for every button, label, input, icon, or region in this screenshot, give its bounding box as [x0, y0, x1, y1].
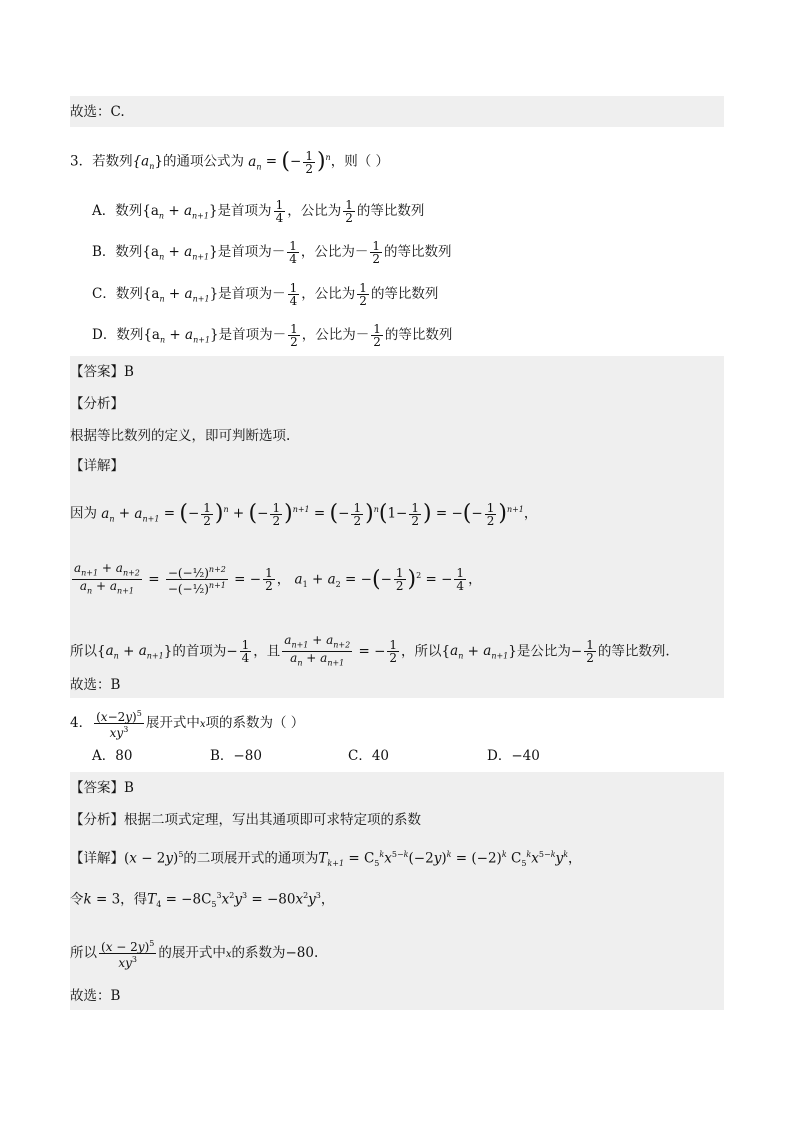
q3-option-d: D．数列$\{a_n + a_{n+1}\}$是首项为－ $\frac{1}{2}$ ，公比为－ $\frac{1}{2}$ 的等比数列 [92, 322, 453, 349]
q3-analysis-text: 根据等比数列的定义，即可判断选项. [70, 428, 291, 444]
q3-detail-line3: 所以$\{a_n + a_{n+1}\}$的首项为− $\frac{1}{4}$ ，且 $\frac{a_{n+1} + a_{n+2}}{a_n + a_{n+1}}$ = − $\frac{1}{2}$ ，所以$\{a_n + a_{n+1}\}$是公比为− $\frac{1}{2}$ 的等比数列. [70, 633, 670, 668]
q3-analysis-label: 【分析】 [70, 396, 124, 412]
prev-conclusion-block [70, 96, 724, 127]
q4-option-d: D．−40 [487, 748, 540, 764]
q4-detail-line1: 【详解】$(x - 2y)^5$的二项展开式的通项为$T_{k+1} = C_5^kx^{5-k}(-2y)^k = (-2)^k$ $C_5^kx^{5-k}y^k$， [70, 850, 582, 869]
q4-analysis: 【分析】根据二项式定理，写出其通项即可求特定项的系数 [70, 812, 421, 828]
prev-conclusion: 故选：C. [70, 104, 125, 120]
q4-stem: 4． $\frac{(x-2y)^5}{xy^3}$ 展开式中x项的系数为（ ） [70, 709, 305, 740]
q3-detail-line2: $\frac{a_{n+1} + a_{n+2}}{a_n + a_{n+1}}$ = $\frac{-(-\frac{1}{2})^{n+2}}{-(-\frac{1}{2})^{n+1}}$ = − $\frac{1}{2}$ ， $a_1 + a_2$ = −(− $\frac{1}{2}$ )$^2$ = − $\frac{1}{4}$ ， [74, 561, 482, 597]
q4-option-a: A．80 [92, 748, 133, 764]
q3-detail-label: 【详解】 [70, 458, 124, 474]
q3-option-a: A．数列$\{a_n + a_{n+1}\}$是首项为 $\frac{1}{4}$ ，公比为 $\frac{1}{2}$ 的等比数列 [92, 198, 425, 225]
q3-conclusion: 故选：B [70, 677, 121, 693]
q4-conclusion: 故选：B [70, 988, 121, 1004]
q3-stem: 3．若数列$\{a_n\}$的通项公式为 $a_n$ = (− $\frac{1}{2}$ )$^n$，则（ ） [70, 148, 389, 176]
q4-detail-line3: 所以 $\frac{(x - 2y)^5}{xy^3}$ 的展开式中x的系数为−80. [70, 939, 319, 970]
q4-option-b: B．−80 [210, 748, 262, 764]
q4-answer: 【答案】B [70, 780, 134, 796]
q3-option-c: C．数列$\{a_n + a_{n+1}\}$是首项为－ $\frac{1}{4}$ ，公比为 $\frac{1}{2}$ 的等比数列 [92, 281, 439, 308]
q4-option-c: C．40 [348, 748, 390, 764]
q3-detail-line1: 因为 $a_n + a_{n+1}$ = (− $\frac{1}{2}$ )$^n$ + (− $\frac{1}{2}$ )$^{n+1}$ = (− $\frac{1}{2}$ )$^n$(1− $\frac{1}{2}$ ) = −(− $\frac{1}{2}$ )$^{n+1}$， [70, 500, 538, 528]
q4-detail-line2: 令k = 3，得$T_4 = -8C_5^3x^2y^3 = -80x^2y^3$， [70, 891, 335, 910]
q3-option-b: B．数列$\{a_n + a_{n+1}\}$是首项为－ $\frac{1}{4}$ ，公比为－ $\frac{1}{2}$ 的等比数列 [92, 239, 452, 266]
q3-answer: 【答案】B [70, 364, 134, 380]
